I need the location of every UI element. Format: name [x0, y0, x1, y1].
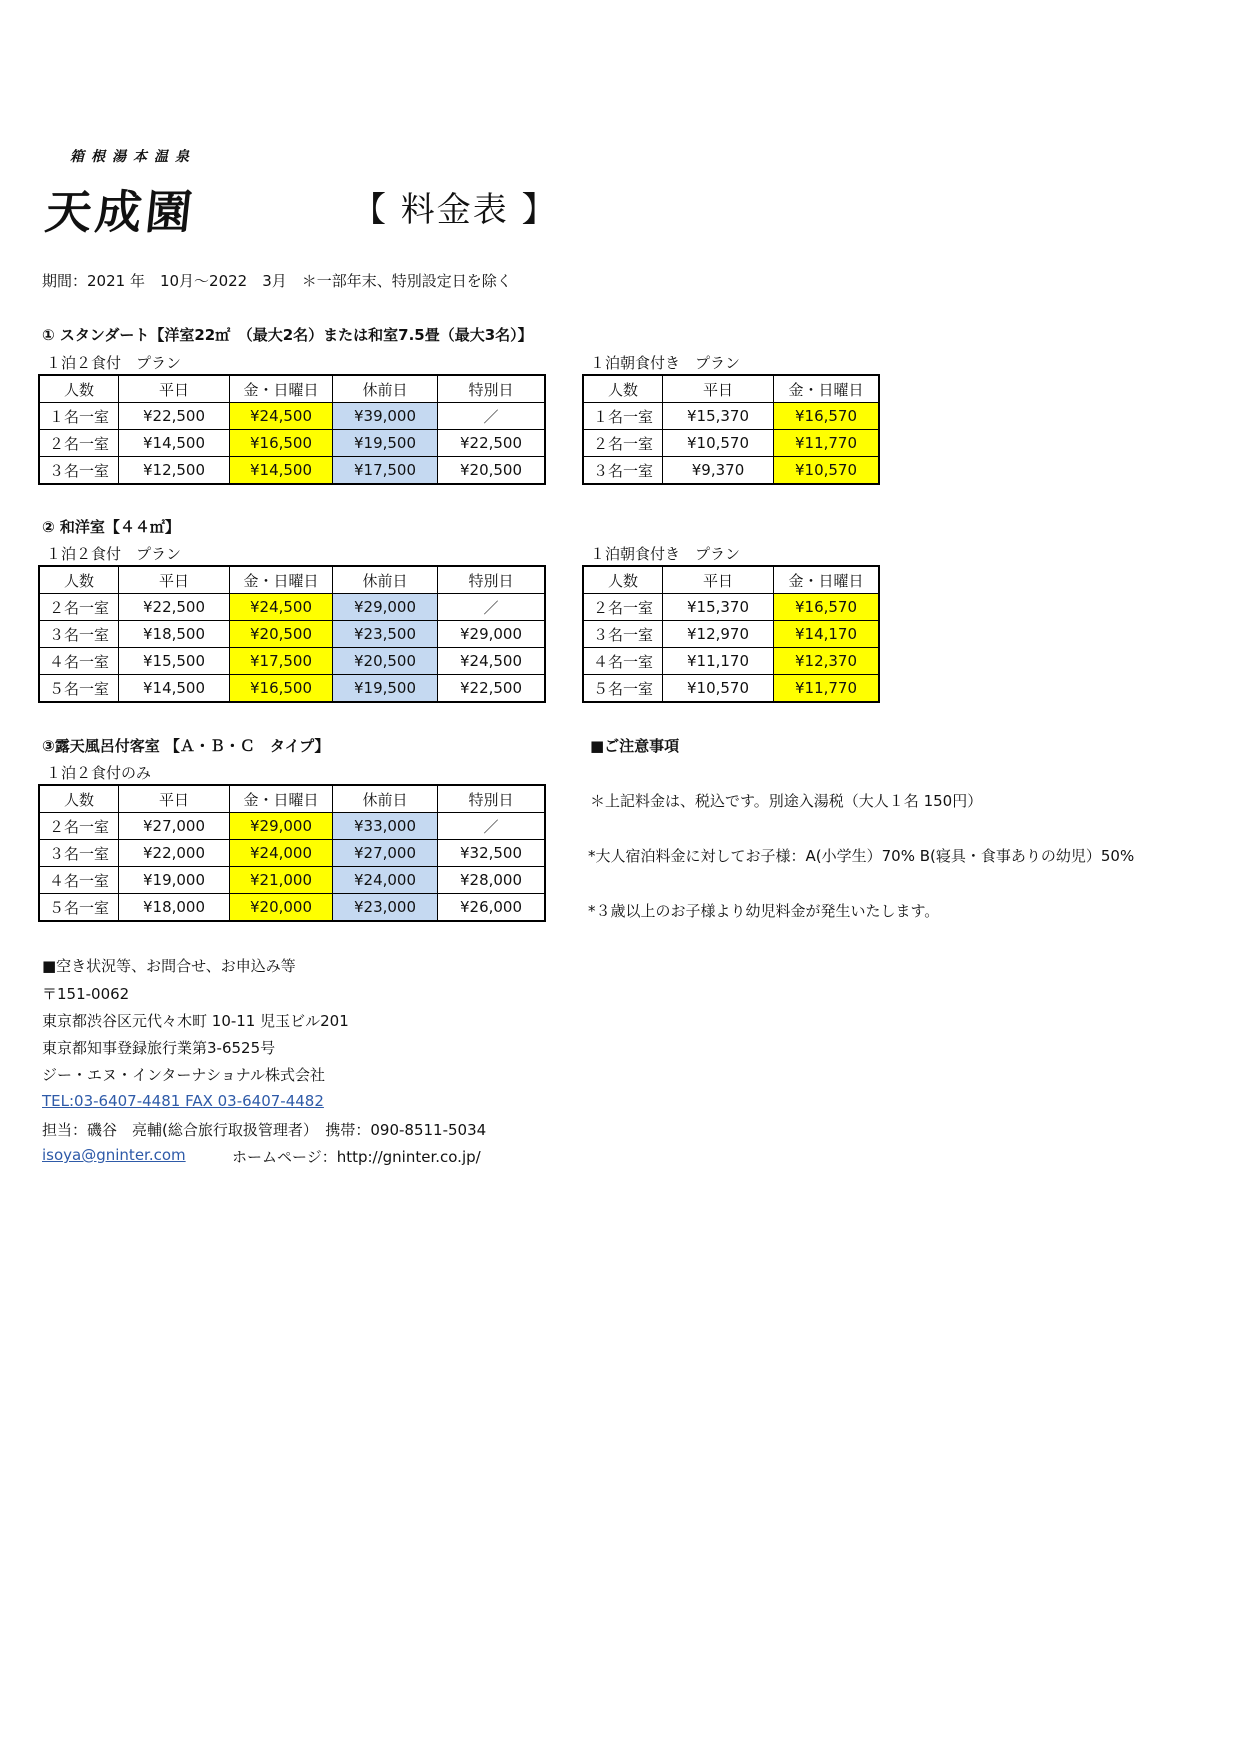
- table-cell: ／: [438, 403, 546, 430]
- table-cell: ¥14,170: [774, 621, 880, 648]
- table-cell: ¥17,500: [333, 457, 438, 485]
- table-cell: ¥24,500: [438, 648, 546, 675]
- note-item: *３歳以上のお子様より幼児料金が発生いたします。: [588, 902, 940, 920]
- table-cell: ¥27,000: [119, 813, 230, 840]
- logo: 天成園: [42, 185, 199, 239]
- contact-email-link[interactable]: isoya@gninter.com: [42, 1146, 186, 1164]
- table-cell: ¥10,570: [663, 675, 774, 703]
- table-cell: ¥19,500: [333, 430, 438, 457]
- table-cell: ¥23,500: [333, 621, 438, 648]
- table-row: [39, 430, 545, 457]
- rate-table-open-air-bath: [38, 784, 546, 922]
- period-text: 期間：2021 年 10月～2022 3月 ＊一部年末、特別設定日を除く: [42, 272, 512, 290]
- table-cell: ¥17,500: [230, 648, 333, 675]
- header-cell: 休前日: [333, 785, 438, 813]
- header-cell: 休前日: [333, 566, 438, 594]
- header-cell: 人数: [39, 785, 119, 813]
- table-cell: ¥16,500: [230, 675, 333, 703]
- table-cell: ２名一室: [583, 594, 663, 621]
- table-cell: ¥22,500: [119, 594, 230, 621]
- table-cell: ¥12,370: [774, 648, 880, 675]
- note-item: *大人宿泊料金に対してお子様：A(小学生）70% B(寝具・食事ありの幼児）50%: [588, 847, 1135, 865]
- table-cell: ３名一室: [39, 840, 119, 867]
- plan-label-breakfast: １泊朝食付き プラン: [590, 545, 741, 563]
- table-cell: ¥19,000: [119, 867, 230, 894]
- table-row: [39, 648, 545, 675]
- table-cell: ¥29,000: [230, 813, 333, 840]
- rate-table-standard-two-meals: [38, 374, 546, 485]
- table-cell: ¥15,500: [119, 648, 230, 675]
- table-cell: ¥22,500: [119, 403, 230, 430]
- header-cell: 特別日: [438, 785, 546, 813]
- table-row: [583, 430, 879, 457]
- table-cell: ¥9,370: [663, 457, 774, 485]
- header-cell: 平日: [119, 785, 230, 813]
- table-cell: ５名一室: [583, 675, 663, 703]
- header-cell: 平日: [663, 375, 774, 403]
- table-row: [583, 621, 879, 648]
- table-cell: ／: [438, 813, 546, 840]
- contact-address: 東京都渋谷区元代々木町 10-11 児玉ビル201: [42, 1012, 349, 1030]
- table-cell: ¥12,970: [663, 621, 774, 648]
- table-cell: ３名一室: [583, 457, 663, 485]
- table-header-row: [583, 566, 879, 594]
- header-cell: 平日: [119, 566, 230, 594]
- table-cell: ¥23,000: [333, 894, 438, 922]
- table-cell: ２名一室: [583, 430, 663, 457]
- table-cell: ２名一室: [39, 594, 119, 621]
- table-cell: ¥32,500: [438, 840, 546, 867]
- table-cell: ¥20,500: [438, 457, 546, 485]
- table-cell: ¥14,500: [119, 675, 230, 703]
- table-header-row: [39, 375, 545, 403]
- header-cell: 人数: [583, 566, 663, 594]
- table-row: [583, 403, 879, 430]
- table-cell: ３名一室: [583, 621, 663, 648]
- table-cell: ¥22,500: [438, 675, 546, 703]
- table-cell: ¥16,500: [230, 430, 333, 457]
- header-cell: 平日: [119, 375, 230, 403]
- section-title-standard: ① スタンダート【洋室22㎡ （最大2名）または和室7.5畳（最大3名）】: [42, 326, 533, 344]
- table-row: [39, 403, 545, 430]
- table-cell: ３名一室: [39, 621, 119, 648]
- table-cell: ３名一室: [39, 457, 119, 485]
- table-row: [39, 594, 545, 621]
- table-cell: １名一室: [39, 403, 119, 430]
- table-cell: ¥20,000: [230, 894, 333, 922]
- table-cell: ¥15,370: [663, 403, 774, 430]
- header-cell: 金・日曜日: [230, 566, 333, 594]
- table-cell: ２名一室: [39, 430, 119, 457]
- table-row: [583, 457, 879, 485]
- table-cell: ¥16,570: [774, 594, 880, 621]
- plan-label-breakfast: １泊朝食付き プラン: [590, 354, 741, 372]
- table-cell: １名一室: [583, 403, 663, 430]
- section-title-japanese-western: ② 和洋室【４４㎡】: [42, 518, 180, 536]
- contact-person: 担当：磯谷 亮輔(総合旅行取扱管理者） 携帯：090-8511-5034: [42, 1121, 487, 1139]
- header-cell: 平日: [663, 566, 774, 594]
- table-cell: ¥33,000: [333, 813, 438, 840]
- contact-company: ジー・エヌ・インターナショナル株式会社: [42, 1066, 326, 1084]
- plan-label-two-meals: １泊２食付 プラン: [46, 545, 182, 563]
- notes-title: ■ご注意事項: [590, 737, 680, 755]
- table-cell: ¥24,000: [333, 867, 438, 894]
- contact-phone-link[interactable]: TEL:03-6407-4481 FAX 03-6407-4482: [42, 1092, 324, 1110]
- table-cell: ¥18,500: [119, 621, 230, 648]
- table-row: [39, 675, 545, 703]
- table-cell: ¥14,500: [119, 430, 230, 457]
- table-cell: ¥26,000: [438, 894, 546, 922]
- table-cell: ¥29,000: [333, 594, 438, 621]
- table-row: [39, 867, 545, 894]
- table-cell: ¥24,500: [230, 403, 333, 430]
- table-header-row: [39, 785, 545, 813]
- section-title-open-air-bath: ③露天風呂付客室 【Ａ・Ｂ・Ｃ タイプ】: [42, 737, 330, 755]
- contact-heading: ■空き状況等、お問合せ、お申込み等: [42, 957, 296, 975]
- table-cell: ５名一室: [39, 894, 119, 922]
- table-cell: ５名一室: [39, 675, 119, 703]
- table-cell: ¥10,570: [774, 457, 880, 485]
- table-cell: ¥20,500: [230, 621, 333, 648]
- table-cell: ¥28,000: [438, 867, 546, 894]
- table-cell: ¥29,000: [438, 621, 546, 648]
- table-cell: ２名一室: [39, 813, 119, 840]
- table-cell: ¥21,000: [230, 867, 333, 894]
- table-header-row: [583, 375, 879, 403]
- table-cell: ¥24,000: [230, 840, 333, 867]
- table-row: [39, 457, 545, 485]
- header-cell: 特別日: [438, 566, 546, 594]
- table-cell: ¥16,570: [774, 403, 880, 430]
- table-cell: ¥11,170: [663, 648, 774, 675]
- table-cell: ¥10,570: [663, 430, 774, 457]
- header-cell: 休前日: [333, 375, 438, 403]
- table-cell: ／: [438, 594, 546, 621]
- table-row: [39, 894, 545, 922]
- header-cell: 人数: [583, 375, 663, 403]
- table-cell: ¥18,000: [119, 894, 230, 922]
- header-cell: 金・日曜日: [774, 375, 880, 403]
- rate-table-japanese-western-breakfast: [582, 565, 880, 703]
- table-cell: ¥14,500: [230, 457, 333, 485]
- table-cell: ¥27,000: [333, 840, 438, 867]
- contact-homepage: ホームページ：http://gninter.co.jp/: [232, 1148, 481, 1166]
- table-cell: ¥20,500: [333, 648, 438, 675]
- header-cell: 金・日曜日: [230, 375, 333, 403]
- table-row: [583, 675, 879, 703]
- note-item: ＊上記料金は、税込です。別途入湯税（大人１名 150円）: [590, 792, 983, 810]
- table-row: [39, 840, 545, 867]
- table-cell: ¥39,000: [333, 403, 438, 430]
- header-cell: 人数: [39, 566, 119, 594]
- table-row: [583, 648, 879, 675]
- plan-label-two-meals: １泊２食付のみ: [46, 764, 152, 782]
- table-cell: ¥12,500: [119, 457, 230, 485]
- table-cell: ４名一室: [583, 648, 663, 675]
- table-cell: ¥15,370: [663, 594, 774, 621]
- logo-subtitle: 箱根湯本温泉: [70, 149, 196, 165]
- header-cell: 特別日: [438, 375, 546, 403]
- page-title: 【 料金表 】: [352, 190, 558, 230]
- rate-table-japanese-western-two-meals: [38, 565, 546, 703]
- table-row: [39, 621, 545, 648]
- table-cell: ４名一室: [39, 648, 119, 675]
- contact-license: 東京都知事登録旅行業第3-6525号: [42, 1039, 276, 1057]
- contact-postal: 〒151-0062: [42, 985, 130, 1003]
- header-cell: 金・日曜日: [774, 566, 880, 594]
- table-cell: ¥22,000: [119, 840, 230, 867]
- rate-table-standard-breakfast: [582, 374, 880, 485]
- plan-label-two-meals: １泊２食付 プラン: [46, 354, 182, 372]
- table-cell: ¥24,500: [230, 594, 333, 621]
- table-cell: ¥11,770: [774, 675, 880, 703]
- table-cell: ４名一室: [39, 867, 119, 894]
- header-cell: 金・日曜日: [230, 785, 333, 813]
- table-row: [39, 813, 545, 840]
- table-row: [583, 594, 879, 621]
- table-cell: ¥19,500: [333, 675, 438, 703]
- table-cell: ¥11,770: [774, 430, 880, 457]
- table-cell: ¥22,500: [438, 430, 546, 457]
- table-header-row: [39, 566, 545, 594]
- header-cell: 人数: [39, 375, 119, 403]
